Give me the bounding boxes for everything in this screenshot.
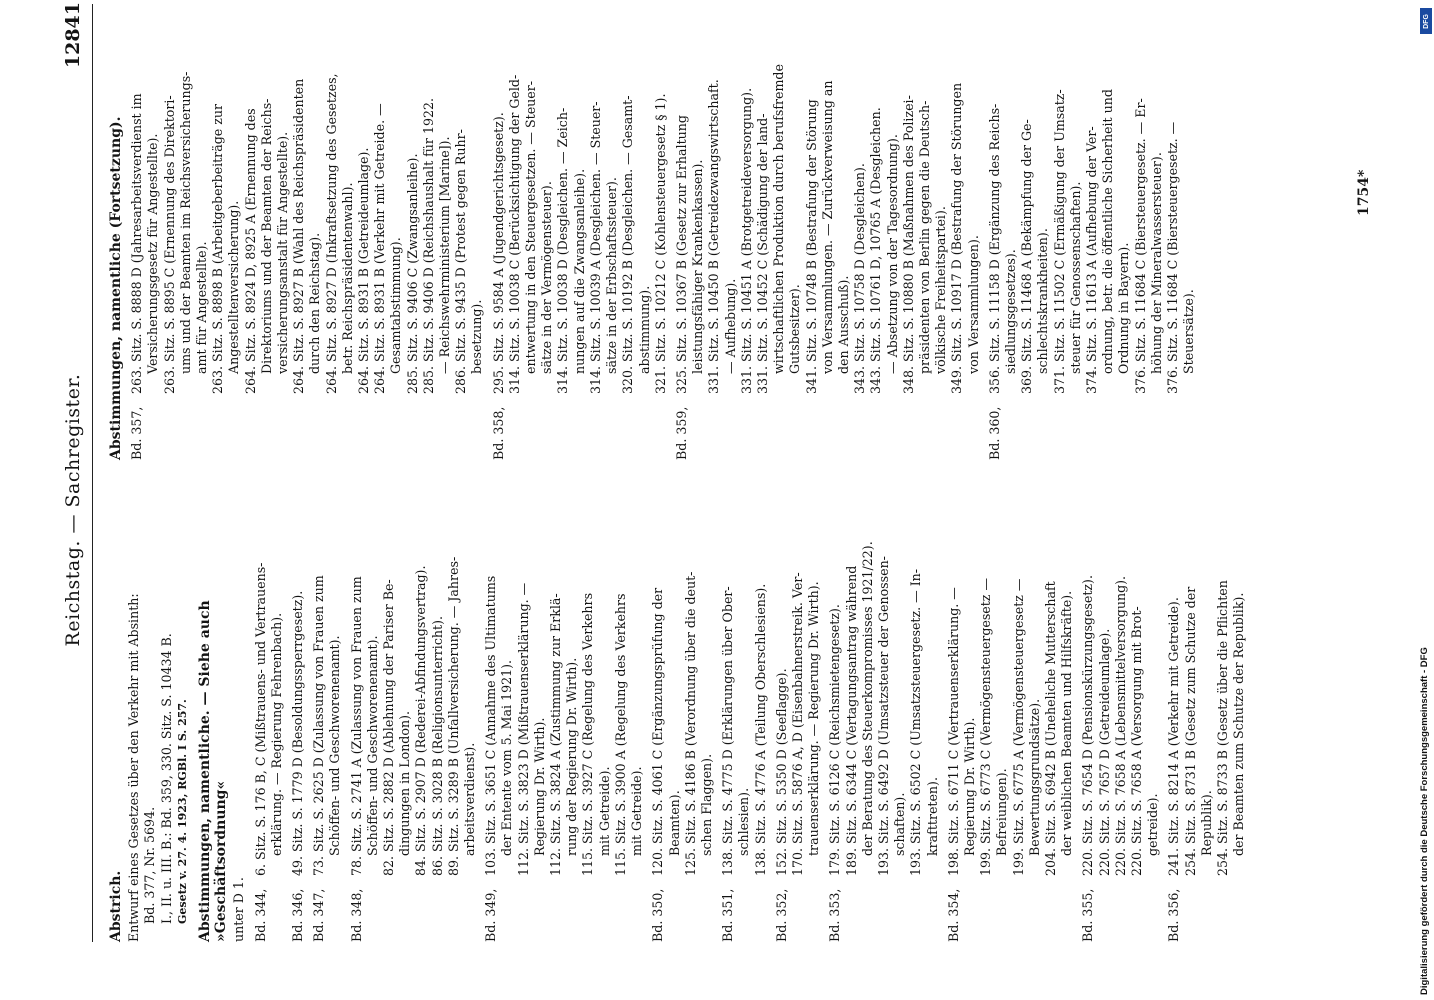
index-entry-line (978, 477, 994, 942)
index-entry-line (491, 5, 507, 460)
entry-text: 254. Sitz. S. 8731 B (Gesetz zum Schutze der (1182, 586, 1198, 876)
entry-text: Versicherungsgesetz für Angestellte). (145, 133, 161, 374)
index-entry-line (804, 5, 820, 460)
header-rule (92, 4, 93, 942)
entry-text: 198. Sitz. S. 6711 C (Vertrauenserklärung. — (945, 587, 961, 876)
index-entry-line (1043, 477, 1059, 942)
index-entry-line (1019, 5, 1035, 460)
volume-label: Bd. 353, (827, 888, 843, 942)
index-entry-line (194, 5, 210, 460)
entry-text: 125. Sitz. S. 4186 B (Verordnung über die deut- (682, 571, 698, 876)
index-entry-line (307, 5, 323, 460)
entry-text: 331. Sitz. S. 10452 C (Schädigung der land- (754, 113, 770, 394)
index-entry-line (275, 5, 291, 460)
entry-text: 115. Sitz. S. 3900 A (Regelung des Verkehrs (612, 593, 628, 876)
index-entry-line (674, 5, 690, 460)
entry-text: 264. Sitz. S. 8927 B (Wahl des Reichspräsidenten (291, 78, 307, 394)
entry-text: Steuersätze). (1181, 289, 1197, 374)
entry-text: trauenserklärung. — Regierung Dr. Wirth). (806, 581, 822, 856)
absinth-entry: Gesetz v. 27. 4. 1923, RGBl. I S. 257. (175, 699, 189, 924)
volume-label: Bd. 351, (720, 888, 736, 942)
index-entry-line (1113, 477, 1129, 942)
volume-label: Bd. 344, (252, 888, 268, 942)
index-entry-line (1011, 477, 1027, 942)
absinth-entry: Bd. 377, Nr. 5694. (142, 806, 158, 924)
entry-text: 314. Sitz. S. 10038 C (Berücksichtigung der Geld- (506, 74, 522, 394)
index-entry-line (453, 5, 469, 460)
entry-text: getreide). (1145, 793, 1161, 856)
entry-text: ums und der Beamten im Reichsversicherungs- (177, 71, 193, 374)
index-entry-line (987, 5, 1003, 460)
entry-text: 264. Sitz. S. 8927 D (Inkraftsetzung des Gesetzes, (323, 73, 339, 394)
entry-text: 179. Sitz. S. 6126 C (Reichsmietengesetz). (827, 604, 843, 876)
index-entry-line (1116, 5, 1132, 460)
entry-text: 376. Sitz. S. 11684 C (Biersteuergesetz. — Er- (1132, 98, 1148, 394)
volume-label: Bd. 355, (1080, 888, 1096, 942)
index-entry-line (946, 477, 962, 942)
entry-text: 285. Sitz. S. 9406 C (Zwangsanleihe). (404, 153, 420, 394)
entry-text: Gutsbesitzer). (787, 284, 803, 374)
entry-text: 371. Sitz. S. 11502 C (Ermäßigung der Umsatz- (1051, 89, 1067, 394)
entry-text: besetzung). (469, 299, 485, 374)
index-entry-line (291, 5, 307, 460)
column-left (102, 477, 1247, 942)
entry-text: Befreiungen). (994, 768, 1010, 856)
index-entry-line (507, 5, 523, 460)
entry-text: arbeitsverdienst). (462, 742, 478, 856)
entry-text: schlesien). (736, 787, 752, 856)
index-entry-line (774, 477, 790, 942)
index-entry-line (1145, 477, 1161, 942)
entry-text: 193. Sitz. S. 6502 C (Umsatzsteuergesetz. — In- (908, 568, 924, 876)
entry-text: Gesamtabstimmung). (388, 237, 404, 374)
section-subtitle: unter D 1. (231, 877, 247, 942)
entry-text: Ordnung in Bayern). (1116, 242, 1132, 374)
index-entry-line (564, 477, 580, 942)
entry-text: von Versammlungen. — Zurückverweisung an (819, 80, 835, 374)
entry-text: 341. Sitz. S. 10748 B (Bestrafung der Störung (803, 99, 819, 394)
entry-text: 220. Sitz. S. 7657 D (Getreideumlage). (1096, 628, 1112, 876)
index-entry-line (162, 5, 178, 460)
entry-text: steuer für Genossenschaften). (1067, 181, 1083, 374)
index-entry-line (243, 5, 259, 460)
entry-text: 264. Sitz. S. 8931 B (Getreideumlage). (356, 147, 372, 394)
entry-text: Schöffen- und Geschworenenamt). (364, 635, 380, 856)
index-entry-line (483, 477, 499, 942)
entry-text: der Entente vom 5. Mai 1921). (499, 659, 515, 856)
entry-text: 103. Sitz. S. 3651 C (Annahme des Ultimatums (483, 575, 499, 876)
entry-text: Direktoriums und der Beamten der Reichs- (258, 98, 274, 374)
entry-text: völkische Freiheitspartei). (933, 206, 949, 374)
entry-text: 314. Sitz. S. 10039 A (Desgleichen. — Steuer- (587, 101, 603, 394)
volume-label: Bd. 358, (490, 406, 506, 460)
index-entry-line (372, 5, 388, 460)
index-entry-line (723, 5, 739, 460)
entry-text: 241. Sitz. S. 8214 A (Verkehr mit Getreide). (1166, 597, 1182, 876)
entry-text: versicherungsanstalt für Angestellte). (275, 131, 291, 374)
index-entry-line (1166, 477, 1182, 942)
entry-text: 331. Sitz. S. 10450 B (Getreidezwangswirtschaft. (706, 79, 722, 394)
entry-text: dingungen in London). (397, 711, 413, 856)
volume-label: Bd. 359, (673, 406, 689, 460)
entry-text: mit Getreide). (596, 766, 612, 856)
page-header-title: Reichstag. — Sachregister. (62, 373, 84, 647)
entry-text: 120. Sitz. S. 4061 C (Ergänzungsprüfung der (650, 587, 666, 876)
entry-text: 84. Sitz. S. 2907 D (Rederei-Abfindungsvertrag). (413, 565, 429, 876)
index-entry-line (516, 477, 532, 942)
index-entry-line (933, 5, 949, 460)
index-entry-line (1059, 477, 1075, 942)
entry-text: abstimmung). (636, 285, 652, 374)
entry-text: Republik). (1198, 790, 1214, 856)
entry-text: 112. Sitz. S. 3823 D (Mißtrauenserklärung. — (515, 582, 531, 876)
index-entry-line (720, 477, 736, 942)
entry-text: 73. Sitz. S. 2625 D (Zulassung von Frauen zum (311, 575, 327, 876)
index-entry-line (706, 5, 722, 460)
volume-label: Bd. 349, (483, 888, 499, 942)
entry-text: 263. Sitz. S. 8898 B (Arbeitgeberbeiträge zur (210, 104, 226, 394)
index-entry-line (1149, 5, 1165, 460)
entry-text: betr. Reichspräsidentenwahl). (339, 182, 355, 374)
entry-text: 199. Sitz. S. 6775 A (Vermögensteuergesetz — (1010, 578, 1026, 876)
index-entry-line (397, 477, 413, 942)
entry-text: 112. Sitz. S. 3824 A (Zustimmung zur Erklä- (548, 593, 564, 876)
entry-text: krafttreten). (924, 777, 940, 856)
index-entry-line (178, 5, 194, 460)
index-entry-line (787, 5, 803, 460)
entry-text: wirtschaftlichen Produktion durch berufsfremde (771, 64, 787, 374)
entry-text: 264. Sitz. S. 8931 B (Verkehr mit Getreide. — (372, 103, 388, 394)
index-entry-line (405, 5, 421, 460)
entry-text: 356. Sitz. S. 11158 D (Ergänzung des Reichs- (986, 103, 1002, 394)
index-entry-line (1052, 5, 1068, 460)
entry-text: 376. Sitz. S. 11684 C (Biersteuergesetz. — (1165, 121, 1180, 394)
entry-text: Regierung Dr. Wirth). (961, 717, 977, 856)
entry-text: der Beamten zum Schutze der Republik). (1231, 592, 1247, 856)
volume-label: Bd. 352, (773, 888, 789, 942)
column-right (102, 5, 1197, 460)
index-entry-line (613, 477, 629, 942)
index-entry-line (908, 477, 924, 942)
index-entry-line (653, 5, 669, 460)
index-entry-line (1084, 5, 1100, 460)
index-entry-line (421, 5, 437, 460)
dfg-logo-text: DFG (1422, 13, 1430, 29)
index-entry-line (555, 5, 571, 460)
volume-label: Bd. 347, (311, 888, 327, 942)
index-entry-line (532, 477, 548, 942)
entry-text: 343. Sitz. S. 10758 D (Desgleichen). (852, 163, 868, 394)
index-entry-line (629, 477, 645, 942)
entry-text: höhung der Mineralwassersteuer). (1148, 152, 1164, 374)
entry-text: 170. Sitz. S. 5876 A, D (Eisenbahnerstreik. Ver- (789, 572, 805, 876)
index-entry-line (446, 477, 462, 942)
entry-text: — Aufhebung). (722, 278, 738, 374)
dfg-logo (1420, 8, 1432, 34)
entry-text: 86. Sitz. S. 3028 B (Religionsunterricht). (429, 616, 445, 876)
entry-text: 152. Sitz. S. 5350 D (Seeflagge). (773, 668, 789, 876)
entry-text: Bewertungsgrundsätze). (1026, 698, 1042, 856)
index-entry-line (806, 477, 822, 942)
entry-text: von Versammlungen). (965, 235, 981, 374)
entry-text: 314. Sitz. S. 10038 D (Desgleichen. — Zeich- (555, 107, 571, 394)
entry-text: 199. Sitz. S. 6773 C (Vermögensteuergesetz — (978, 577, 994, 876)
volume-label: Bd. 346, (290, 888, 306, 942)
index-entry-line (620, 5, 636, 460)
index-entry-line (836, 5, 852, 460)
entry-text: sätze in der Erbschaftssteuer). (604, 177, 620, 374)
section-title-abstimmungen: Abstimmungen, namentliche. — Siehe auch »Geschäftsordnung« (197, 600, 230, 942)
index-entry-line (1003, 5, 1019, 460)
entry-text: 204. Sitz. S. 6942 B (Uneheliche Mutterschaft (1042, 581, 1058, 876)
index-entry-line (548, 477, 564, 942)
section-title-continued: Abstimmungen, namentliche (Fortsetzung). (108, 116, 124, 460)
entry-text: der Beratung des Steuerkompromisses 1921/22). (859, 541, 875, 856)
index-entry-line (771, 5, 787, 460)
index-entry-line (349, 477, 365, 942)
index-entry-line (1165, 5, 1181, 460)
index-entry-line (949, 5, 965, 460)
index-entry-line (1215, 477, 1231, 942)
entry-text: 254. Sitz. S. 8733 B (Gesetz über die Pflichten (1215, 580, 1230, 876)
entry-text: den Ausschuß). (835, 275, 851, 374)
index-entry-line (925, 477, 941, 942)
index-entry-line (852, 5, 868, 460)
index-entry-line (1035, 5, 1051, 460)
index-entry-line (523, 5, 539, 460)
volume-label: Bd. 356, (1166, 888, 1182, 942)
entry-text: 78. Sitz. S. 2741 A (Zulassung von Frauen zum (348, 576, 364, 876)
index-entry-line (901, 5, 917, 460)
entry-text: 189. Sitz. S. 6344 C (Vertagungsantrag während (843, 565, 859, 876)
entry-text: 264. Sitz. S. 8924 D, 8925 A (Ernennung des (242, 108, 258, 394)
digitization-credit: Digitalisierung gefördert durch die Deutsche Forschungsgemeinschaft - DFG (1419, 647, 1430, 995)
entry-text: leistungsfähiger Krankenkassen). (690, 159, 706, 374)
index-entry-line (1183, 477, 1199, 942)
index-entry-line (876, 477, 892, 942)
index-entry-line (580, 477, 596, 942)
entry-text: 193. Sitz. S. 6492 D (Umsatzsteuer der Genossen- (875, 556, 891, 876)
index-entry-line (868, 5, 884, 460)
entry-text: Beamten). (666, 790, 682, 856)
entry-text: der weiblichen Beamten und Hilfskräfte). (1059, 590, 1075, 856)
index-entry-line (1181, 5, 1197, 460)
index-entry-line (340, 5, 356, 460)
page-number: 12841 (62, 2, 84, 69)
entry-text: — Absetzung von der Tagesordnung). (884, 134, 900, 374)
index-entry-line (259, 5, 275, 460)
index-entry-line (699, 477, 715, 942)
index-entry-line (753, 477, 769, 942)
entry-text: 348. Sitz. S. 10880 B (Maßnahmen des Polizei- (900, 95, 916, 394)
entry-text: 263. Sitz. S. 8895 C (Ernennung des Direktori- (161, 95, 177, 394)
entry-text: nungen auf die Zwangsanleihe). (571, 168, 587, 374)
index-entry-line (290, 477, 306, 942)
index-entries-left (253, 477, 1248, 942)
entry-text: 374. Sitz. S. 11613 A (Aufhebung der Ver- (1083, 126, 1099, 394)
index-entry-line (827, 477, 843, 942)
index-entry-line (1100, 5, 1116, 460)
index-entry-line (388, 5, 404, 460)
volume-label: Bd. 350, (650, 888, 666, 942)
entry-text: 89. Sitz. S. 3289 B (Unfallversicherung. — Jahres- (445, 556, 461, 876)
index-entry-line (365, 477, 381, 942)
index-entry-line (597, 477, 613, 942)
index-entry-line (790, 477, 806, 942)
entry-text: 49. Sitz. S. 1779 D (Besoldungssperrgesetz). (290, 590, 306, 876)
index-entry-line (311, 477, 327, 942)
entry-text: 295. Sitz. S. 9584 A (Jugendgerichtsgesetz). (490, 112, 506, 394)
entry-text: 138. Sitz. S. 4776 A (Teilung Oberschlesiens). (752, 583, 768, 876)
index-entry-line (324, 5, 340, 460)
index-entry-line (572, 5, 588, 460)
entry-text: entwertung in den Steuergesetzen. — Steuer- (523, 81, 539, 374)
index-entry-line (253, 477, 269, 942)
entry-text: durch den Reichstag). (307, 232, 323, 374)
entry-text: 115. Sitz. S. 3927 C (Regelung des Verkehrs (580, 592, 596, 876)
volume-label: Bd. 354, (945, 888, 961, 942)
entry-text: schen Flaggen). (698, 753, 714, 856)
index-entry-line (356, 5, 372, 460)
entry-text: — Reichswehrministerium [Marine]). (437, 136, 453, 374)
entry-text: 220. Sitz. S. 7658 A (Lebensmittelversorgung). (1112, 575, 1128, 876)
index-entry-line (1027, 477, 1043, 942)
index-entry-line (739, 5, 755, 460)
absinth-entry: I., II. u. III. B.: Bd. 359, 330. Sitz. S. 10434 B. (158, 633, 174, 924)
index-entry-line (269, 477, 285, 942)
entry-text: 349. Sitz. S. 10917 D (Bestrafung der Störungen (949, 82, 965, 394)
index-entry-line (885, 5, 901, 460)
index-entry-line (1231, 477, 1247, 942)
index-entry-line (210, 5, 226, 460)
index-entry-line (145, 5, 161, 460)
index-entry-line (962, 477, 978, 942)
entry-text: Angestelltenversicherung). (226, 200, 242, 374)
index-entry-line (892, 477, 908, 942)
index-entries-right (129, 5, 1197, 460)
volume-label: Bd. 360, (986, 406, 1002, 460)
index-entry-line (755, 5, 771, 460)
index-entry-line (462, 477, 478, 942)
index-entry-line (820, 5, 836, 460)
index-entry-line (1097, 477, 1113, 942)
index-entry-line (430, 477, 446, 942)
footer-page-mark: 1754* (1356, 169, 1372, 216)
entry-text: 320. Sitz. S. 10192 B (Desgleichen. — Gesamt- (620, 95, 636, 394)
index-entry-line (736, 477, 752, 942)
index-entry-line (637, 5, 653, 460)
volume-label: Bd. 348, (348, 888, 364, 942)
entry-text: rung der Regierung Dr. Wirth). (564, 657, 580, 856)
index-entry-line (917, 5, 933, 460)
entry-text: erklärung. — Regierung Fehrenbach). (268, 612, 284, 856)
index-entry-line (539, 5, 555, 460)
entry-text: siedlungsgesetzes). (1002, 249, 1018, 374)
entry-text: 325. Sitz. S. 10367 B (Gesetz zur Erhaltung (673, 115, 689, 394)
entry-text: ordnung, betr. die öffentliche Sicherheit und (1100, 89, 1116, 374)
index-entry-line (1129, 477, 1145, 942)
index-entry-line (1080, 477, 1096, 942)
index-entry-line (690, 5, 706, 460)
entry-text: 343. Sitz. S. 10761 D, 10765 A (Desgleichen. (868, 107, 884, 394)
index-entry-line (437, 5, 453, 460)
section-title-absinth: Abstrich. (108, 870, 124, 942)
index-entry-line (604, 5, 620, 460)
entry-text: 321. Sitz. S. 10212 C (Kohlensteuergesetz § 1). (652, 93, 668, 394)
entry-text: 285. Sitz. S. 9406 D (Reichshaushalt für 1922. (420, 98, 436, 394)
entry-text: präsidenten von Berlin gegen die Deutsch- (916, 100, 932, 374)
index-entry-line (469, 5, 485, 460)
volume-label: Bd. 357, (129, 406, 145, 460)
entry-text: amt für Angestellte). (194, 241, 210, 374)
entry-text: 220. Sitz. S. 7654 D (Pensionskürzungsgesetz). (1080, 575, 1096, 876)
entry-text: schaften). (892, 792, 908, 856)
index-entry-line (588, 5, 604, 460)
index-entry-line (381, 477, 397, 942)
index-entry-line (413, 477, 429, 942)
index-entry-line (860, 477, 876, 942)
index-entry-line (667, 477, 683, 942)
entry-text: mit Getreide). (629, 766, 645, 856)
index-entry-line (1068, 5, 1084, 460)
entry-text: Regierung Dr. Wirth). (531, 717, 547, 856)
entry-text: 220. Sitz. S. 7658 A (Versorgung mit Brot- (1128, 606, 1144, 876)
entry-text: 286. Sitz. S. 9435 D (Protest gegen Ruhr- (453, 129, 469, 394)
absinth-entry: Entwurf eines Gesetzes über den Verkehr mit Absinth: (126, 593, 142, 942)
index-entry-line (327, 477, 343, 942)
index-entry-line (994, 477, 1010, 942)
entry-text: 6. Sitz. S. 176 B, C (Mißtrauens- und Vertrauens- (252, 562, 268, 876)
entry-text: schlechtskrankheiten). (1035, 228, 1051, 374)
index-entry-line (966, 5, 982, 460)
index-entry-line (129, 5, 145, 460)
entry-text: 369. Sitz. S. 11468 A (Bekämpfung der Ge- (1019, 119, 1035, 394)
index-entry-line (499, 477, 515, 942)
index-entry-line (1199, 477, 1215, 942)
entry-text: 82. Sitz. S. 2882 D (Ablehnung der Pariser Be- (381, 579, 397, 876)
entry-text: 138. Sitz. S. 4775 D (Erklärungen über Ober- (720, 586, 736, 876)
index-entry-line (844, 477, 860, 942)
entry-text: Schöffen- und Geschworenenamt). (327, 635, 343, 856)
entry-text: 263. Sitz. S. 8888 D (Jahresarbeitsverdienst im (129, 93, 145, 394)
entry-text: sätze in der Vermögensteuer). (539, 181, 555, 374)
index-entry-line (650, 477, 666, 942)
entry-text: 331. Sitz. S. 10451 A (Brotgetreideversorgung). (738, 87, 754, 394)
index-entry-line (226, 5, 242, 460)
index-entry-line (1133, 5, 1149, 460)
index-entry-line (683, 477, 699, 942)
